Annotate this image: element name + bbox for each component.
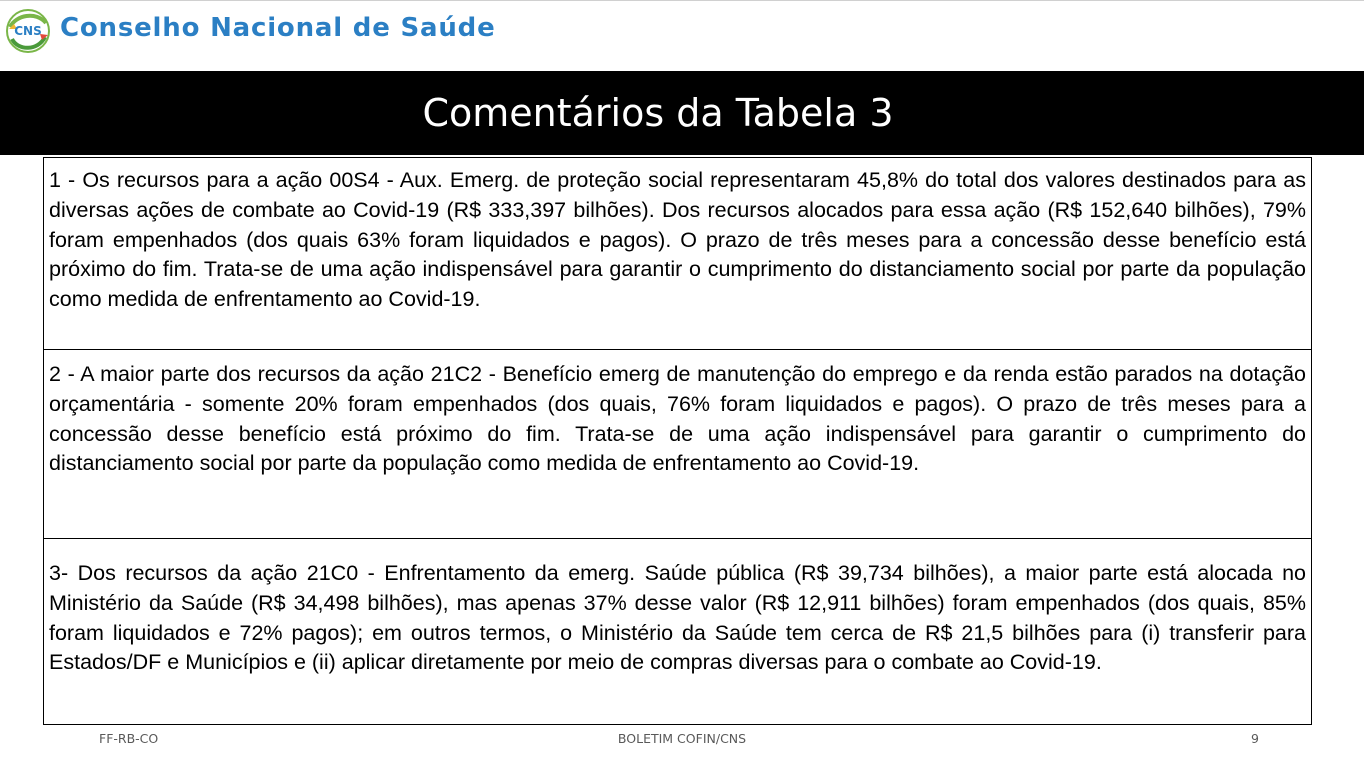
comment-text: 2 - A maior parte dos recursos da ação 21C2 - Benefício emerg de manutenção do emprego e da renda estão parados na dotação orçamentária - somente 20% foram empenhados (dos quais, 76% foram liquidados e pagos). O prazo de três meses para a concessão desse benefício está próximo do fim. Trata-se de uma ação indispensável para garantir o cumprimento do distanciamento social por parte da população como medida de enfrentamento ao Covid-19. (49, 362, 1306, 476)
comment-row (44, 158, 1311, 349)
comment-row (44, 538, 1311, 724)
footer-bulletin-name: BOLETIM COFIN/CNS (617, 731, 747, 746)
slide-title: Comentários da Tabela 3 (422, 91, 894, 135)
logo-text: CNS (14, 24, 42, 38)
footer-author-code: FF-RB-CO (99, 731, 159, 746)
comment-text: 1 - Os recursos para a ação 00S4 - Aux. Emerg. de proteção social representaram 45,8% do total dos valores destinados para as diversas ações de combate ao Covid-19 (R$ 333,397 bilhões). Dos recursos alocados para essa ação (R$ 152,640 bilhões), 79% foram empenhados (dos quais 63% foram liquidados e pagos). O prazo de três meses para a concessão desse benefício está próximo do fim. Trata-se de uma ação indispensável para garantir o cumprimento do distanciamento social por parte da população como medida de enfrentamento ao Covid-19. (49, 168, 1306, 312)
title-bar (0, 71, 1364, 155)
page-number: 9 (1251, 731, 1259, 746)
comment-row (44, 349, 1311, 538)
comment-text: 3- Dos recursos da ação 21C0 - Enfrentamento da emerg. Saúde pública (R$ 39,734 bilhões), a maior parte está alocada no Ministério da Saúde (R$ 34,498 bilhões), mas apenas 37% desse valor (R$ 12,911 bilhões) foram empenhados (dos quais, 85% foram liquidados e 72% pagos); em outros termos, o Ministério da Saúde tem cerca de R$ 21,5 bilhões para (i) transferir para Estados/DF e Municípios e (ii) aplicar diretamente por meio de compras diversas para o combate ao Covid-19. (49, 561, 1306, 675)
top-border-line (0, 0, 1364, 1)
cns-logo (4, 7, 52, 55)
comments-table (43, 157, 1312, 725)
organization-name: Conselho Nacional de Saúde (60, 13, 496, 43)
